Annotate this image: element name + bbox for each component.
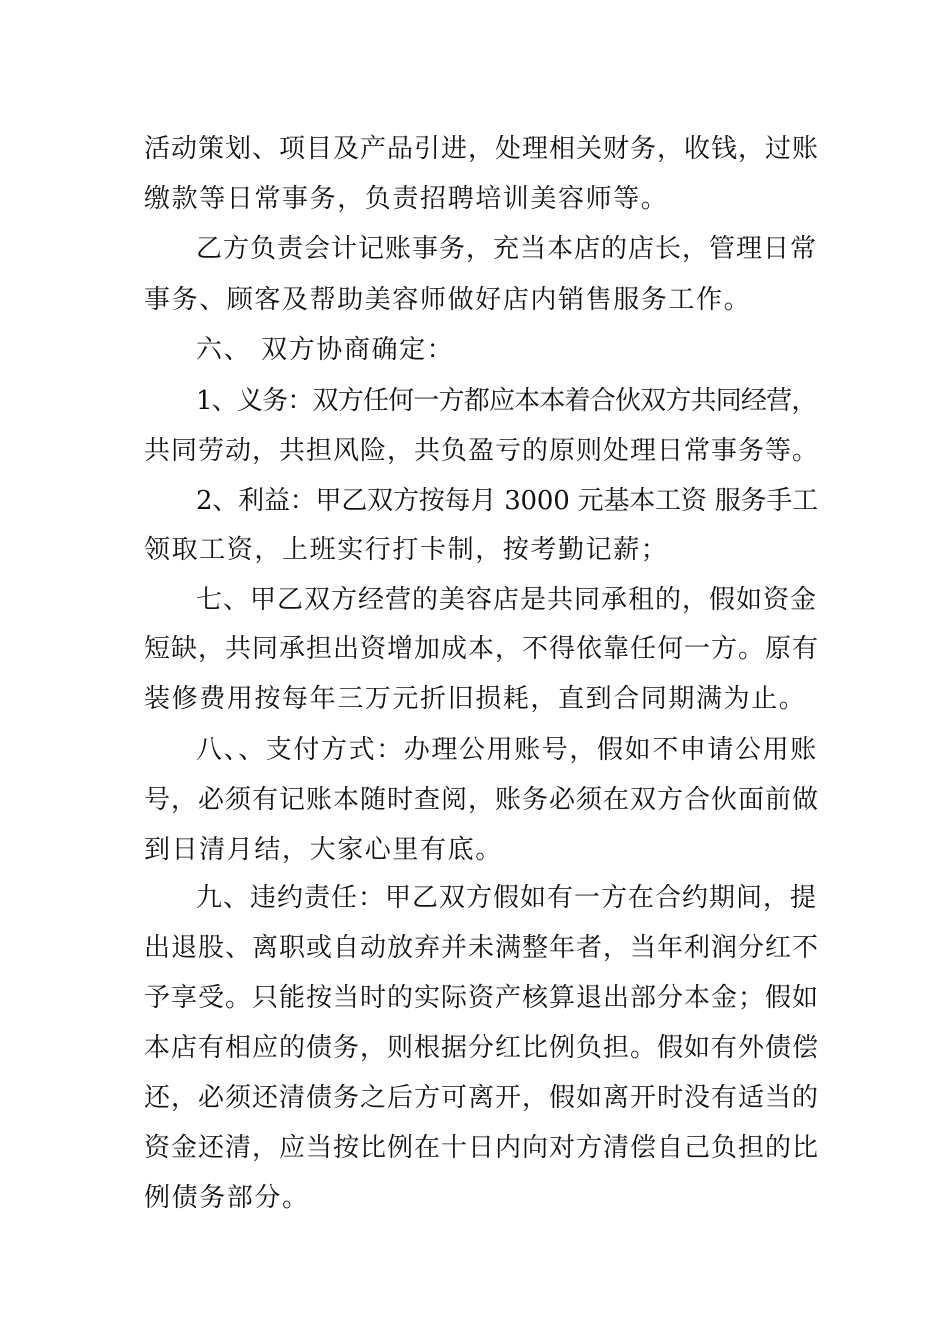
text-line: 领取工资，上班实行打卡制，按考勤记薪； [144, 535, 669, 565]
paragraph-first-line: 乙方负责会计记账事务，充当本店的店长，管理日常 [196, 234, 818, 264]
text-line: 共同劳动，共担风险，共负盈亏的原则处理日常事务等。 [144, 436, 820, 466]
text-line: 活动策划、项目及产品引进，处理相关财务，收钱，过账 [144, 134, 820, 164]
section-heading: 六、 双方协商确定： [196, 335, 455, 365]
paragraph-first-line: 九、违约责任：甲乙双方假如有一方在合约期间，提 [196, 883, 818, 913]
text-line: 资金还清，应当按比例在十日内向对方清偿自己负担的比 [144, 1133, 820, 1163]
paragraph-first-line: 七、甲乙双方经营的美容店是共同承租的，假如资金 [196, 585, 818, 615]
text-line: 予享受。只能按当时的实际资产核算退出部分本金；假如 [144, 983, 820, 1013]
text-line: 到日清月结，大家心里有底。 [144, 835, 503, 865]
text-line: 缴款等日常事务，负责招聘培训美容师等。 [144, 184, 669, 214]
text-line: 装修费用按每年三万元折旧损耗，直到合同期满为止。 [144, 684, 807, 714]
text-line: 号，必须有记账本随时查阅，账务必须在双方合伙面前做 [144, 785, 820, 815]
paragraph-first-line: 八、、支付方式：办理公用账号，假如不申请公用账 [196, 735, 818, 765]
text-line: 事务、顾客及帮助美容师做好店内销售服务工作。 [144, 285, 752, 315]
paragraph-first-line: 2、利益：甲乙双方按每月 3000 元基本工资 服务手工 [196, 486, 818, 516]
text-line: 例债务部分。 [144, 1183, 310, 1213]
text-line: 出退股、离职或自动放弃并未满整年者，当年利润分红不 [144, 933, 820, 963]
text-line: 还，必须还清债务之后方可离开，假如离开时没有适当的 [144, 1083, 820, 1113]
text-line: 本店有相应的债务，则根据分红比例负担。假如有外债偿 [144, 1033, 820, 1063]
text-line: 短缺，共同承担出资增加成本，不得依靠任何一方。原有 [144, 634, 820, 664]
paragraph-first-line: 1、义务：双方任何一方都应本本着合伙双方共同经营， [196, 386, 817, 416]
